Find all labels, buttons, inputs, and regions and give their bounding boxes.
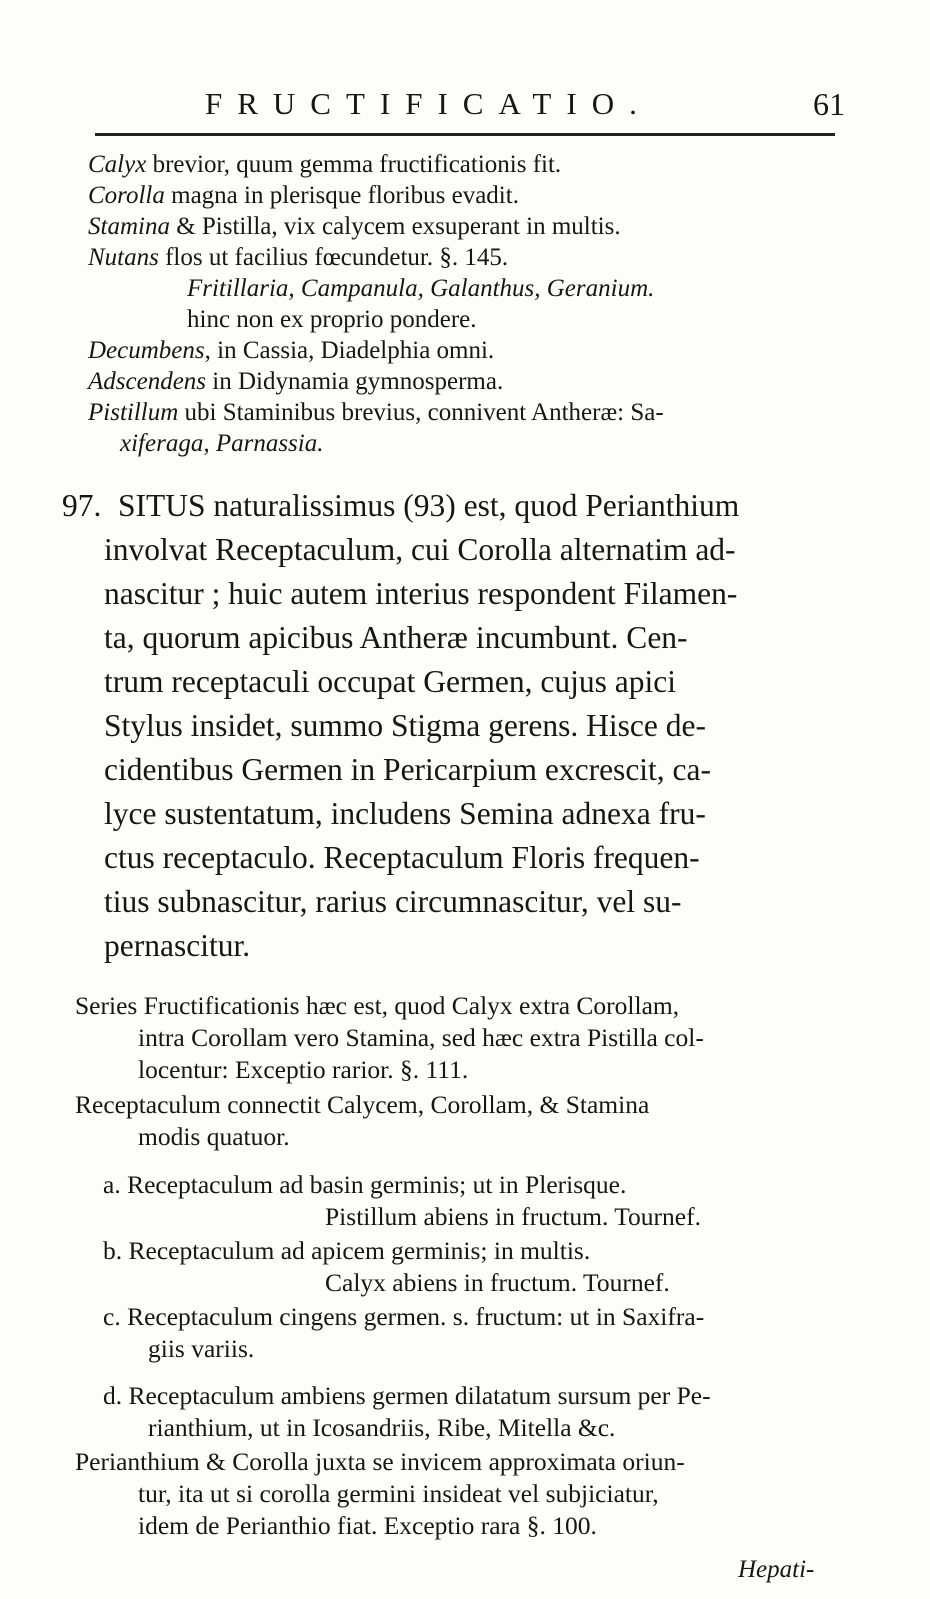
running-head: FRUCTIFICATIO. (205, 86, 652, 121)
paragraph-line: ta, quorum apicibus Antheræ incumbunt. Cen- (104, 620, 688, 655)
paragraph-line: pernascitur. (104, 928, 251, 963)
note-line: intra Corollam vero Stamina, sed hæc extra Pistilla col- (138, 1023, 704, 1052)
note-line: Corolla magna in plerisque floribus evadit. (88, 182, 519, 209)
note-line: Stamina & Pistilla, vix calycem exsuperant in multis. (88, 213, 621, 240)
note-line: Perianthium & Corolla juxta se invicem approximata oriun- (75, 1447, 685, 1476)
header-rule (95, 133, 835, 136)
paragraph-line: cidentibus Germen in Pericarpium excrescit, ca- (104, 752, 712, 787)
note-line: idem de Perianthio fiat. Exceptio rara §. 100. (138, 1511, 597, 1540)
note-line: xiferaga, Parnassia. (120, 430, 324, 457)
note-line: Decumbens, in Cassia, Diadelphia omni. (88, 337, 495, 364)
note-line: Pistillum abiens in fructum. Tournef. (325, 1202, 701, 1231)
note-line: Fritillaria, Campanula, Galanthus, Geranium. (187, 275, 655, 302)
note-line: Receptaculum connectit Calycem, Corollam, & Stamina (75, 1090, 650, 1119)
note-line: Series Fructificationis hæc est, quod Calyx extra Corollam, (75, 991, 680, 1020)
note-line: d. Receptaculum ambiens germen dilatatum sursum per Pe- (103, 1381, 711, 1410)
note-line: hinc non ex proprio pondere. (187, 306, 477, 333)
paragraph-line: tius subnascitur, rarius circumnascitur, vel su- (104, 884, 682, 919)
note-line: c. Receptaculum cingens germen. s. fructum: ut in Saxifra- (103, 1302, 705, 1331)
catchword: Hepati- (738, 1556, 815, 1583)
paragraph-line: SITUS naturalissimus (93) est, quod Perianthium (118, 488, 740, 523)
note-line: rianthium, ut in Icosandriis, Ribe, Mitella &c. (148, 1413, 616, 1442)
note-line: a. Receptaculum ad basin germinis; ut in Plerisque. (103, 1170, 627, 1199)
section-number: 97. (62, 488, 102, 523)
note-line: Adscendens in Didynamia gymnosperma. (88, 368, 504, 395)
note-line: Nutans flos ut facilius fœcundetur. §. 145. (88, 244, 509, 271)
paragraph-line: nascitur ; huic autem interius respondent Filamen- (104, 576, 738, 611)
page-header (95, 86, 855, 128)
note-line: modis quatuor. (138, 1122, 290, 1151)
note-line: b. Receptaculum ad apicem germinis; in multis. (103, 1236, 591, 1265)
note-line: tur, ita ut si corolla germini insideat vel subjiciatur, (138, 1479, 659, 1508)
note-line: Pistillum ubi Staminibus brevius, connivent Antheræ: Sa- (88, 399, 664, 426)
note-line: locentur: Exceptio rarior. §. 111. (138, 1055, 469, 1084)
page-number: 61 (813, 86, 845, 122)
note-line: giis variis. (148, 1334, 255, 1363)
paragraph-line: lyce sustentatum, includens Semina adnexa fru- (104, 796, 706, 831)
paragraph-line: ctus receptaculo. Receptaculum Floris frequen- (104, 840, 700, 875)
paragraph-line: involvat Receptaculum, cui Corolla alternatim ad- (104, 532, 736, 567)
paragraph-line: trum receptaculi occupat Germen, cujus apici (104, 664, 676, 699)
note-line: Calyx abiens in fructum. Tournef. (325, 1268, 670, 1297)
paragraph-line: Stylus insidet, summo Stigma gerens. Hisce de- (104, 708, 706, 743)
note-line: Calyx brevior, quum gemma fructificationis fit. (88, 151, 562, 178)
